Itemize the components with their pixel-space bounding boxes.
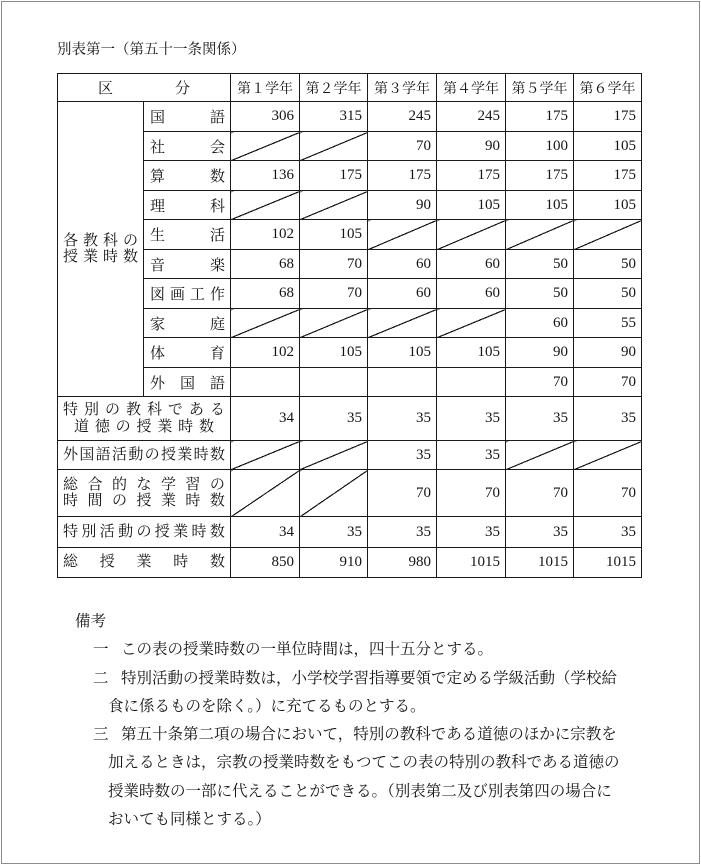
label-glyph: 生 [150, 228, 166, 244]
hours-cell: 34 [231, 517, 300, 548]
hours-cell: 60 [368, 250, 437, 279]
row-label-cell [58, 548, 231, 578]
label-glyph: 授 [63, 249, 79, 265]
hours-cell [574, 441, 642, 470]
hours-cell: 35 [300, 397, 368, 441]
subject-name-cell [144, 368, 231, 397]
hours-cell: 35 [437, 441, 506, 470]
hours-cell: 68 [231, 279, 300, 309]
note-item [93, 636, 620, 664]
label-glyph: 時 [102, 249, 118, 265]
hours-cell: 70 [437, 470, 506, 517]
label-glyph: 外 [63, 446, 79, 463]
hours-cell [231, 191, 300, 220]
label-glyph: 業 [160, 493, 176, 509]
label-glyph: 業 [177, 446, 193, 463]
hours-cell: 90 [506, 338, 574, 368]
label-glyph: 業 [136, 554, 152, 570]
hours-cell: 105 [437, 338, 506, 368]
foreign-language-activity-row [58, 441, 642, 470]
label-glyph: の [115, 418, 131, 435]
total-hours-row [58, 548, 642, 578]
grade-header: 第１学年 [231, 74, 300, 102]
hours-cell [231, 368, 300, 397]
hours-cell: 35 [368, 441, 437, 470]
hours-cell [506, 441, 574, 470]
hours-cell: 105 [437, 191, 506, 220]
hours-cell: 35 [437, 517, 506, 548]
row-label-line [63, 477, 225, 493]
row-label-line [63, 419, 225, 436]
label-glyph: 区 [98, 81, 114, 97]
label-glyph: 活 [111, 446, 127, 463]
subject-name-cell [144, 250, 231, 279]
hours-cell: 175 [300, 161, 368, 191]
hours-cell: 70 [300, 250, 368, 279]
subject-row [58, 191, 642, 220]
label-glyph: 時 [173, 554, 189, 570]
hours-cell: 35 [506, 517, 574, 548]
label-glyph: 時 [63, 493, 79, 509]
hours-cell: 175 [506, 102, 574, 132]
label-glyph: あ [188, 401, 204, 418]
hours-cell: 90 [437, 132, 506, 161]
hours-cell: 105 [300, 338, 368, 368]
label-glyph: 数 [209, 554, 225, 570]
integrated-study-row [58, 470, 642, 517]
note-number: 一 [93, 641, 109, 659]
subject-name [150, 313, 225, 334]
subject-row [58, 102, 642, 132]
hours-cell [231, 470, 300, 517]
label-glyph: 時 [193, 446, 209, 463]
hours-cell: 70 [300, 279, 368, 309]
note-number: 二 [93, 669, 109, 687]
label-glyph: 別 [81, 523, 97, 540]
subject-name-cell [144, 309, 231, 338]
hours-cell: 315 [300, 102, 368, 132]
hours-cell: 102 [231, 338, 300, 368]
hours-cell: 100 [506, 132, 574, 161]
hours-cell: 105 [574, 191, 642, 220]
label-glyph: 楽 [209, 257, 225, 274]
label-glyph: 数 [209, 493, 225, 509]
row-label-cell [58, 441, 231, 470]
label-glyph: の [144, 446, 160, 463]
label-glyph: 算 [150, 169, 166, 185]
note-text: この表の授業時数の一単位時間は，四十五分とする。 [121, 641, 494, 659]
category-header [98, 77, 190, 98]
category-header-cell [58, 74, 231, 102]
label-glyph: 間 [87, 493, 103, 509]
hours-cell: 70 [368, 132, 437, 161]
hours-cell: 35 [506, 397, 574, 441]
subject-row [58, 368, 642, 397]
subject-name [150, 283, 225, 304]
subject-group-label-line [63, 233, 138, 249]
hours-cell: 60 [368, 279, 437, 309]
hours-cell: 136 [231, 161, 300, 191]
label-glyph: 各 [63, 233, 79, 249]
label-glyph: 家 [150, 316, 166, 333]
hours-cell: 70 [506, 368, 574, 397]
label-glyph: 時 [178, 418, 194, 435]
hours-cell [368, 220, 437, 250]
hours-cell [574, 220, 642, 250]
label-glyph: 総 [63, 554, 79, 570]
label-glyph: 習 [185, 477, 201, 493]
label-glyph: 授 [136, 493, 152, 509]
label-glyph: 国 [79, 446, 95, 463]
row-label-line [63, 402, 225, 419]
hours-cell: 70 [506, 470, 574, 517]
hours-cell: 90 [574, 338, 642, 368]
hours-cell: 35 [368, 517, 437, 548]
hours-cell: 55 [574, 309, 642, 338]
subject-name [150, 372, 225, 393]
row-label-cell [58, 397, 231, 441]
hours-cell: 306 [231, 102, 300, 132]
label-glyph: 活 [99, 523, 115, 540]
label-glyph: の [111, 493, 127, 509]
subject-row [58, 279, 642, 309]
hours-cell [300, 368, 368, 397]
hours-cell [231, 132, 300, 161]
subject-name [150, 254, 225, 275]
hours-cell: 70 [368, 470, 437, 517]
note-item [93, 665, 620, 722]
label-glyph: 工 [189, 287, 205, 303]
hours-cell: 1015 [437, 548, 506, 578]
hours-cell: 34 [231, 397, 300, 441]
hours-cell [368, 368, 437, 397]
hours-cell: 90 [368, 191, 437, 220]
subject-name [150, 195, 225, 216]
special-activities-row [58, 517, 642, 548]
hours-cell: 70 [574, 368, 642, 397]
label-glyph: 語 [95, 446, 111, 463]
grade-header: 第２学年 [300, 74, 368, 102]
subject-name-cell [144, 102, 231, 132]
subject-row [58, 161, 642, 191]
hours-cell: 175 [368, 161, 437, 191]
label-glyph: 語 [209, 110, 225, 126]
label-glyph: 国 [150, 110, 166, 126]
hours-cell: 1015 [506, 548, 574, 578]
label-glyph: 特 [63, 523, 79, 540]
hours-cell [300, 191, 368, 220]
hours-cell: 105 [574, 132, 642, 161]
note-text: 特別活動の授業時数は，小学校学習指導要領で定める学級活動（学校給 [121, 669, 618, 687]
label-glyph: 活 [209, 228, 225, 244]
subject-name [150, 165, 225, 186]
label-glyph: 教 [125, 401, 141, 418]
label-glyph: 国 [179, 375, 195, 392]
hours-cell: 60 [437, 279, 506, 309]
note-number: 三 [93, 726, 109, 744]
label-glyph: の [136, 523, 152, 540]
label-glyph: 特 [63, 401, 79, 418]
label-glyph: 科 [209, 198, 225, 215]
label-glyph: 数 [209, 446, 225, 463]
label-glyph: 分 [174, 81, 190, 97]
label-glyph: 作 [209, 287, 225, 303]
label-glyph: 業 [173, 523, 189, 540]
subject-group-cell [58, 102, 144, 397]
notes-heading: 備考 [75, 613, 107, 630]
hours-cell [437, 220, 506, 250]
row-label-line [63, 493, 225, 509]
label-glyph: る [209, 401, 225, 418]
hours-cell: 35 [300, 517, 368, 548]
label-glyph: 科 [146, 401, 162, 418]
hours-cell: 102 [231, 220, 300, 250]
label-glyph: 理 [150, 198, 166, 215]
subject-row [58, 309, 642, 338]
subject-name-cell [144, 191, 231, 220]
hours-cell: 175 [574, 102, 642, 132]
hours-cell: 245 [437, 102, 506, 132]
grade-header: 第４学年 [437, 74, 506, 102]
label-glyph: 道 [74, 418, 90, 435]
label-glyph: の [209, 477, 225, 493]
row-label-line [63, 524, 225, 541]
note-item [93, 721, 620, 834]
subject-name-cell [144, 279, 231, 309]
row-label-line [63, 447, 225, 464]
label-glyph: 授 [99, 554, 115, 570]
moral-education-row [58, 397, 642, 441]
note-text: 第五十条第二項の場合において，特別の教科である道徳のほかに宗教を [121, 726, 617, 744]
label-glyph: 教 [82, 233, 98, 249]
label-glyph: 数 [122, 249, 138, 265]
grade-header: 第３学年 [368, 74, 437, 102]
row-label-line [63, 554, 225, 571]
label-glyph: 業 [157, 418, 173, 435]
hours-cell [368, 309, 437, 338]
label-glyph: 総 [63, 477, 79, 493]
subject-row [58, 338, 642, 368]
hours-cell: 35 [574, 397, 642, 441]
hours-cell: 175 [437, 161, 506, 191]
hours-cell: 105 [506, 191, 574, 220]
label-glyph: 動 [128, 446, 144, 463]
label-glyph: 音 [150, 257, 166, 274]
subject-name [150, 224, 225, 245]
hours-cell [300, 441, 368, 470]
label-glyph: 会 [209, 139, 225, 156]
notes [75, 608, 620, 834]
hours-cell [437, 309, 506, 338]
label-glyph: 社 [150, 139, 166, 156]
label-glyph: 体 [150, 346, 166, 362]
label-glyph: 科 [102, 233, 118, 249]
hours-cell: 50 [506, 279, 574, 309]
hours-cell: 105 [300, 220, 368, 250]
subject-name [150, 342, 225, 363]
lesson-hours-table [57, 73, 642, 578]
subject-row [58, 220, 642, 250]
note-line [93, 636, 620, 664]
row-label-cell [58, 470, 231, 517]
label-glyph: 業 [82, 249, 98, 265]
hours-cell: 60 [437, 250, 506, 279]
label-glyph: 的 [111, 477, 127, 493]
label-glyph: な [136, 477, 152, 493]
hours-cell: 105 [368, 338, 437, 368]
hours-cell: 910 [300, 548, 368, 578]
label-glyph: で [167, 401, 183, 418]
hours-cell: 70 [574, 470, 642, 517]
subject-name-cell [144, 338, 231, 368]
subject-name [150, 106, 225, 127]
row-label-cell [58, 517, 231, 548]
subject-name [150, 136, 225, 157]
label-glyph: の [104, 401, 120, 418]
label-glyph: 数 [209, 523, 225, 540]
subject-name-cell [144, 220, 231, 250]
label-glyph: 徳 [94, 418, 110, 435]
hours-cell [300, 132, 368, 161]
grade-header: 第６学年 [574, 74, 642, 102]
label-glyph: 庭 [209, 316, 225, 333]
label-glyph: 育 [209, 346, 225, 362]
label-glyph: 図 [150, 287, 166, 303]
hours-cell [231, 309, 300, 338]
note-line [93, 721, 620, 749]
grade-header: 第５学年 [506, 74, 574, 102]
label-glyph: 授 [160, 446, 176, 463]
subject-name-cell [144, 132, 231, 161]
note-text: 食に係るものを除く。）に充てるものとする。 [108, 697, 426, 715]
hours-cell: 35 [368, 397, 437, 441]
label-glyph: 時 [185, 493, 201, 509]
hours-cell [300, 470, 368, 517]
header-row [58, 74, 642, 102]
hours-cell: 175 [574, 161, 642, 191]
hours-cell: 175 [506, 161, 574, 191]
label-glyph: 数 [209, 169, 225, 185]
page-title: 別表第一（第五十一条関係） [57, 42, 246, 58]
label-glyph: 授 [154, 523, 170, 540]
hours-cell: 50 [574, 250, 642, 279]
label-glyph: 語 [209, 375, 225, 392]
subject-name-cell [144, 161, 231, 191]
label-glyph: 別 [83, 401, 99, 418]
note-line [93, 665, 620, 693]
hours-cell [506, 220, 574, 250]
label-glyph: 授 [136, 418, 152, 435]
hours-cell: 60 [506, 309, 574, 338]
subject-row [58, 250, 642, 279]
label-glyph: 合 [87, 477, 103, 493]
note-text: 授業時数の一部に代えることができる。（別表第二及び別表第四の場合に [108, 782, 612, 800]
label-glyph: 数 [198, 418, 214, 435]
label-glyph: 画 [169, 287, 185, 303]
hours-cell: 35 [574, 517, 642, 548]
hours-cell: 35 [437, 397, 506, 441]
label-glyph: の [122, 233, 138, 249]
note-text: おいても同様とする。） [108, 811, 271, 829]
label-glyph: 外 [150, 375, 166, 392]
label-glyph: 時 [191, 523, 207, 540]
hours-cell: 850 [231, 548, 300, 578]
hours-cell: 50 [506, 250, 574, 279]
label-glyph: 動 [118, 523, 134, 540]
table-body [58, 74, 642, 578]
hours-cell: 50 [574, 279, 642, 309]
label-glyph: 学 [160, 477, 176, 493]
hours-cell [231, 441, 300, 470]
subject-group-label-line [63, 249, 138, 265]
hours-cell: 1015 [574, 548, 642, 578]
hours-cell: 980 [368, 548, 437, 578]
hours-cell: 68 [231, 250, 300, 279]
hours-cell [300, 309, 368, 338]
subject-row [58, 132, 642, 161]
hours-cell [437, 368, 506, 397]
hours-cell: 245 [368, 102, 437, 132]
note-text: 加えるときは，宗教の授業時数をもつてこの表の特別の教科である道徳の [108, 754, 620, 772]
